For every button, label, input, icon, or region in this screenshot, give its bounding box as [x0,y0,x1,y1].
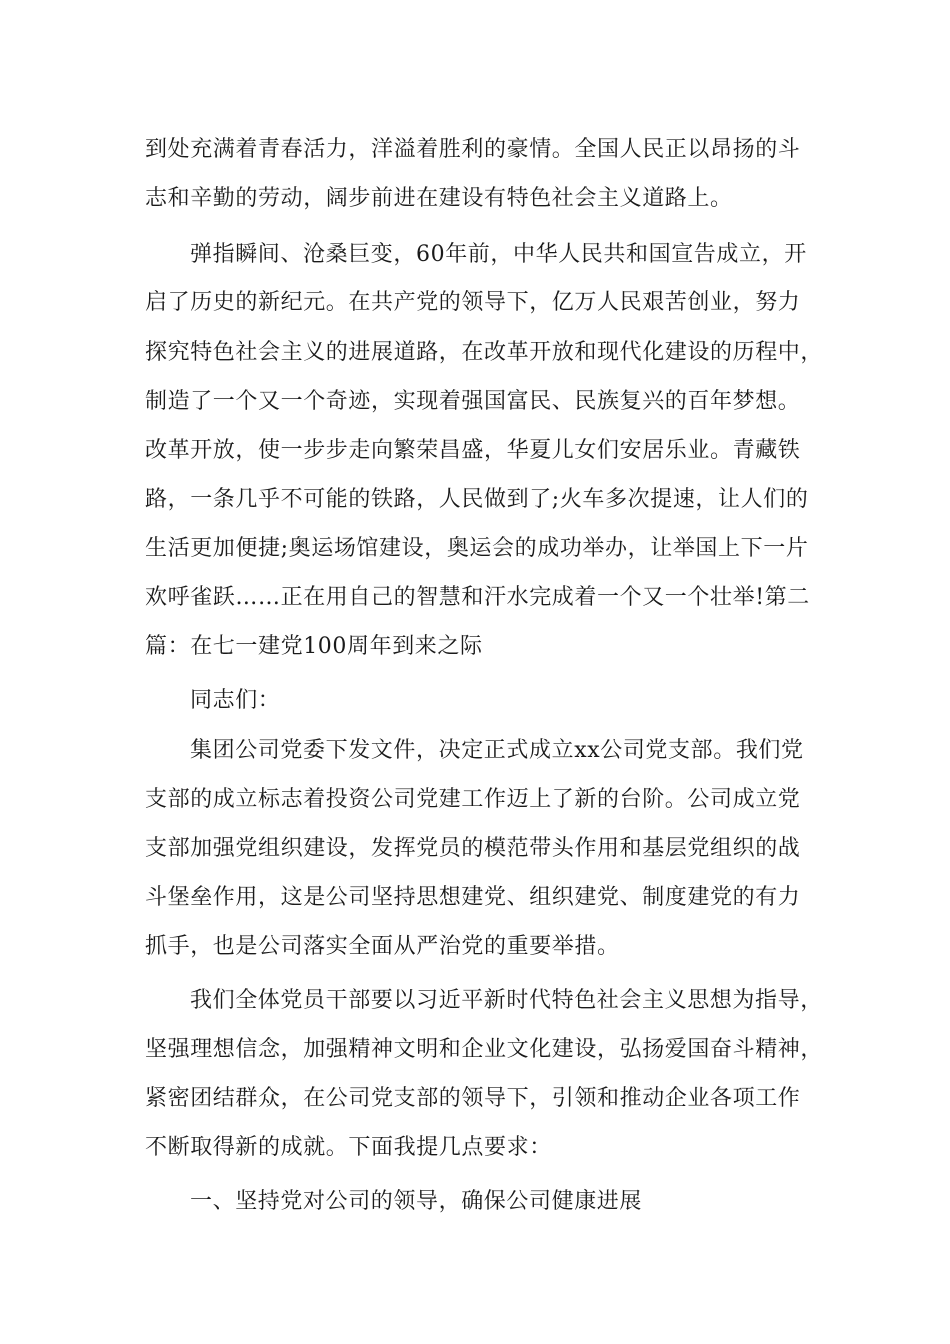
text-line: 弹指瞬间、沧桑巨变，60年前，中华人民共和国宣告成立，开 [190,242,807,267]
text-line: 改革开放，使一步步走向繁荣昌盛，华夏儿女们安居乐业。青藏铁 [145,438,801,463]
text-line: 到处充满着青春活力，洋溢着胜利的豪情。全国人民正以昂扬的斗 [145,137,801,162]
text-line: 坚强理想信念，加强精神文明和企业文化建设，弘扬爱国奋斗精神， [145,1037,824,1062]
text-line: 我们全体党员干部要以习近平新时代特色社会主义思想为指导， [190,988,823,1013]
text-line: 篇：在七一建党100周年到来之际 [145,634,483,659]
text-line: 抓手，也是公司落实全面从严治党的重要举措。 [145,934,620,959]
text-line: 集团公司党委下发文件，决定正式成立xx公司党支部。我们党 [190,738,804,763]
text-line: 欢呼雀跃……正在用自己的智慧和汗水完成着一个又一个壮举!第二 [145,585,810,610]
text-line: 支部的成立标志着投资公司党建工作迈上了新的台阶。公司成立党 [145,787,801,812]
text-line: 同志们： [190,688,281,713]
text-line: 路，一条几乎不可能的铁路，人民做到了;火车多次提速，让人们的 [145,487,809,512]
text-line: 斗堡垒作用，这是公司坚持思想建党、组织建党、制度建党的有力 [145,885,801,910]
text-line: 志和辛勤的劳动，阔步前进在建设有特色社会主义道路上。 [145,186,733,211]
text-line: 一、坚持党对公司的领导，确保公司健康进展 [190,1189,643,1214]
text-line: 支部加强党组织建设，发挥党员的模范带头作用和基层党组织的战 [145,836,801,861]
text-line: 生活更加便捷;奥运场馆建设，奥运会的成功举办，让举国上下一片 [145,536,809,561]
text-line: 不断取得新的成就。下面我提几点要求： [145,1135,552,1160]
text-line: 启了历史的新纪元。在共产党的领导下，亿万人民艰苦创业，努力 [145,290,801,315]
text-line: 制造了一个又一个奇迹，实现着强国富民、民族复兴的百年梦想。 [145,389,801,414]
text-line: 探究特色社会主义的进展道路，在改革开放和现代化建设的历程中， [145,340,824,365]
text-line: 紧密团结群众，在公司党支部的领导下，引领和推动企业各项工作 [145,1086,801,1111]
